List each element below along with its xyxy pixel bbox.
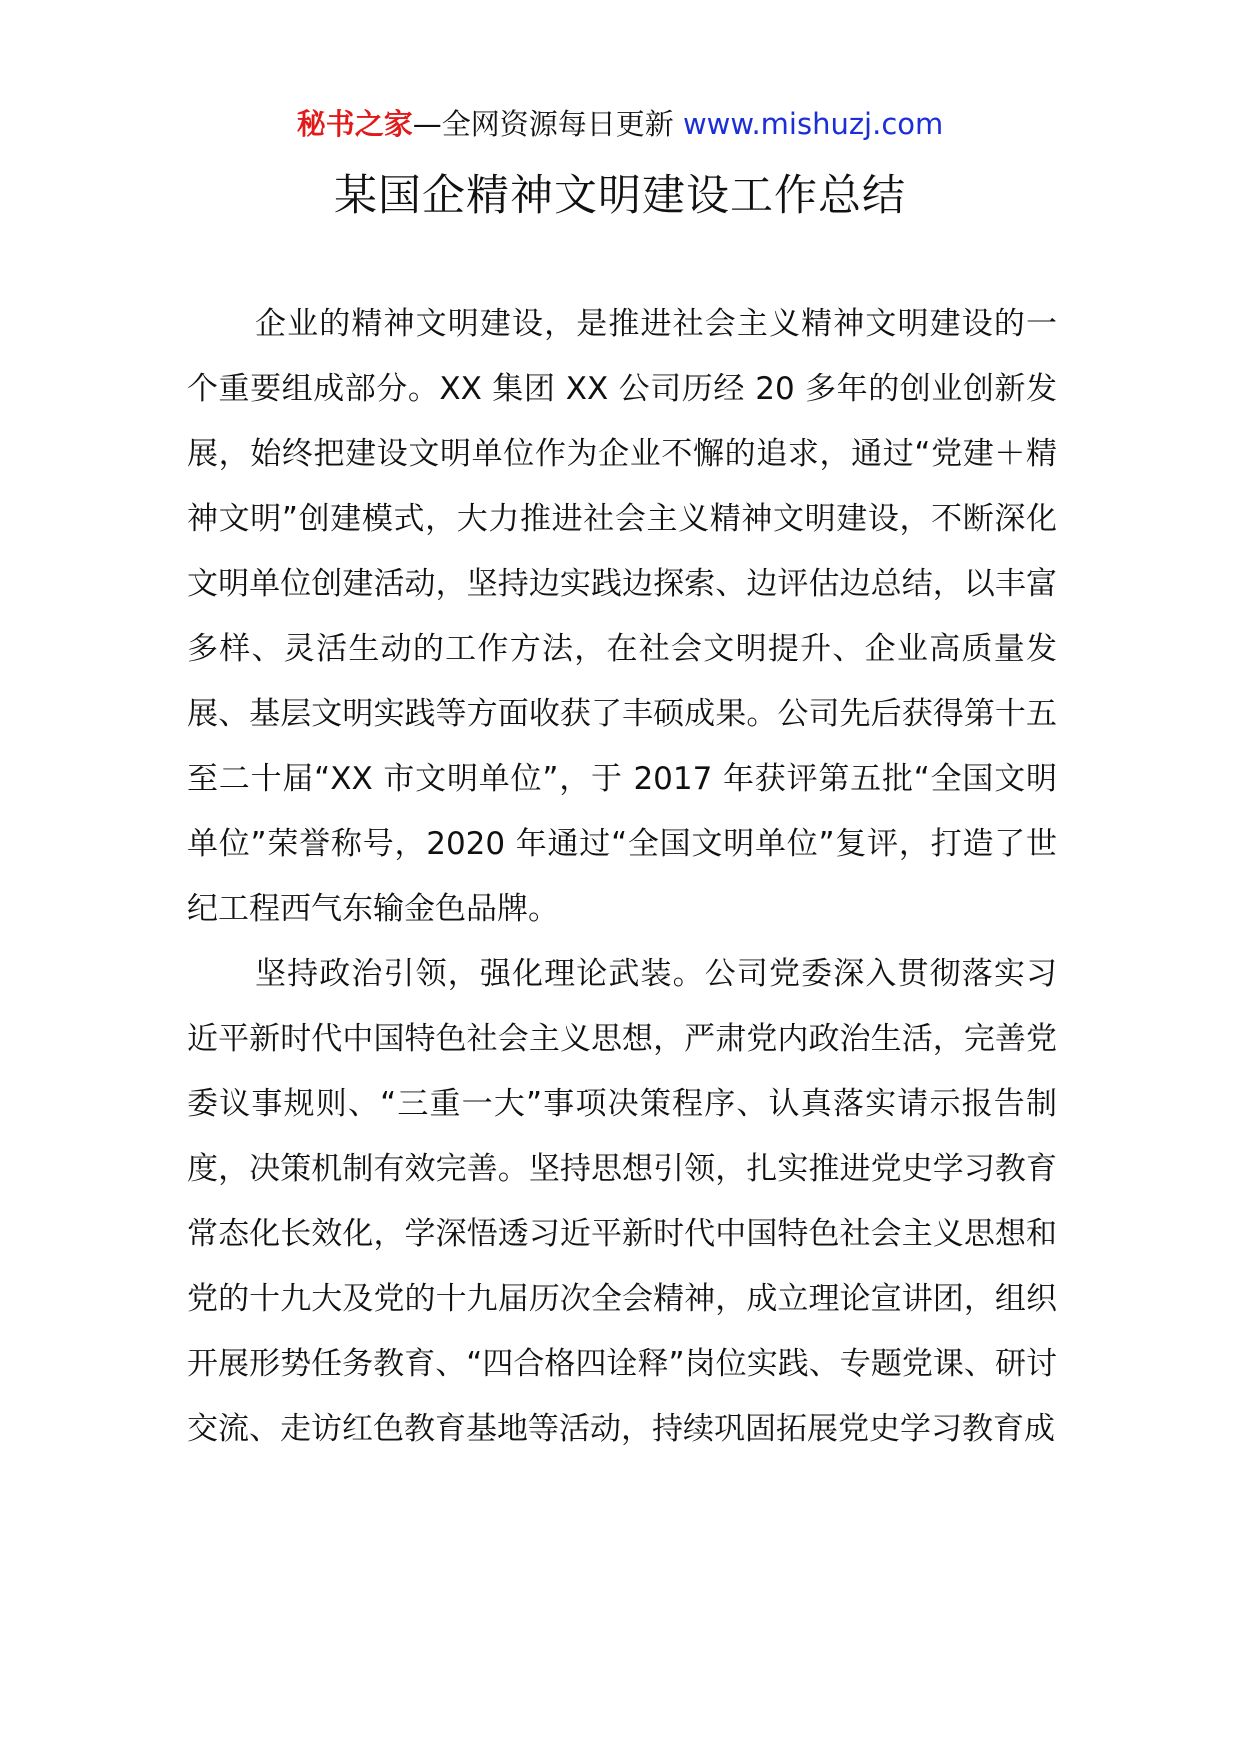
site-slogan: —全网资源每日更新 (412, 107, 683, 141)
document-title: 某国企精神文明建设工作总结 (334, 171, 906, 221)
site-header (0, 104, 1240, 144)
paragraph-intro: 企业的精神文明建设，是推进社会主义精神文明建设的一个重要组成部分。XX 集团 XX 公司历经 20 多年的创业创新发展，始终把建设文明单位作为企业不懈的追求，通过“党建＋精神文明”创建模式，大力推进社会主义精神文明建设，不断深化文明单位创建活动，坚持边实践边探索、边评估边总结，以丰富多样、灵活生动的工作方法，在社会文明提升、企业高质量发展、基层文明实践等方面收获了丰硕成果。公司先后获得第十五至二十届“XX 市文明单位”，于 2017 年获评第五批“全国文明单位”荣誉称号，2020 年通过“全国文明单位”复评，打造了世纪工程西气东输金色品牌。 (187, 306, 1057, 927)
site-url[interactable]: www.mishuzj.com (682, 107, 944, 141)
paragraph-political-leadership: 坚持政治引领，强化理论武装。公司党委深入贯彻落实习近平新时代中国特色社会主义思想，严肃党内政治生活，完善党委议事规则、“三重一大”事项决策程序、认真落实请示报告制度，决策机制有效完善。坚持思想引领，扎实推进党史学习教育常态化长效化，学深悟透习近平新时代中国特色社会主义思想和党的十九大及党的十九届历次全会精神，成立理论宣讲团，组织开展形势任务教育、“四合格四诠释”岗位实践、专题党课、研讨交流、走访红色教育基地等活动，持续巩固拓展党史学习教育成 (187, 956, 1057, 1447)
brand-name: 秘书之家 (296, 107, 413, 141)
document-body (187, 292, 1057, 1462)
